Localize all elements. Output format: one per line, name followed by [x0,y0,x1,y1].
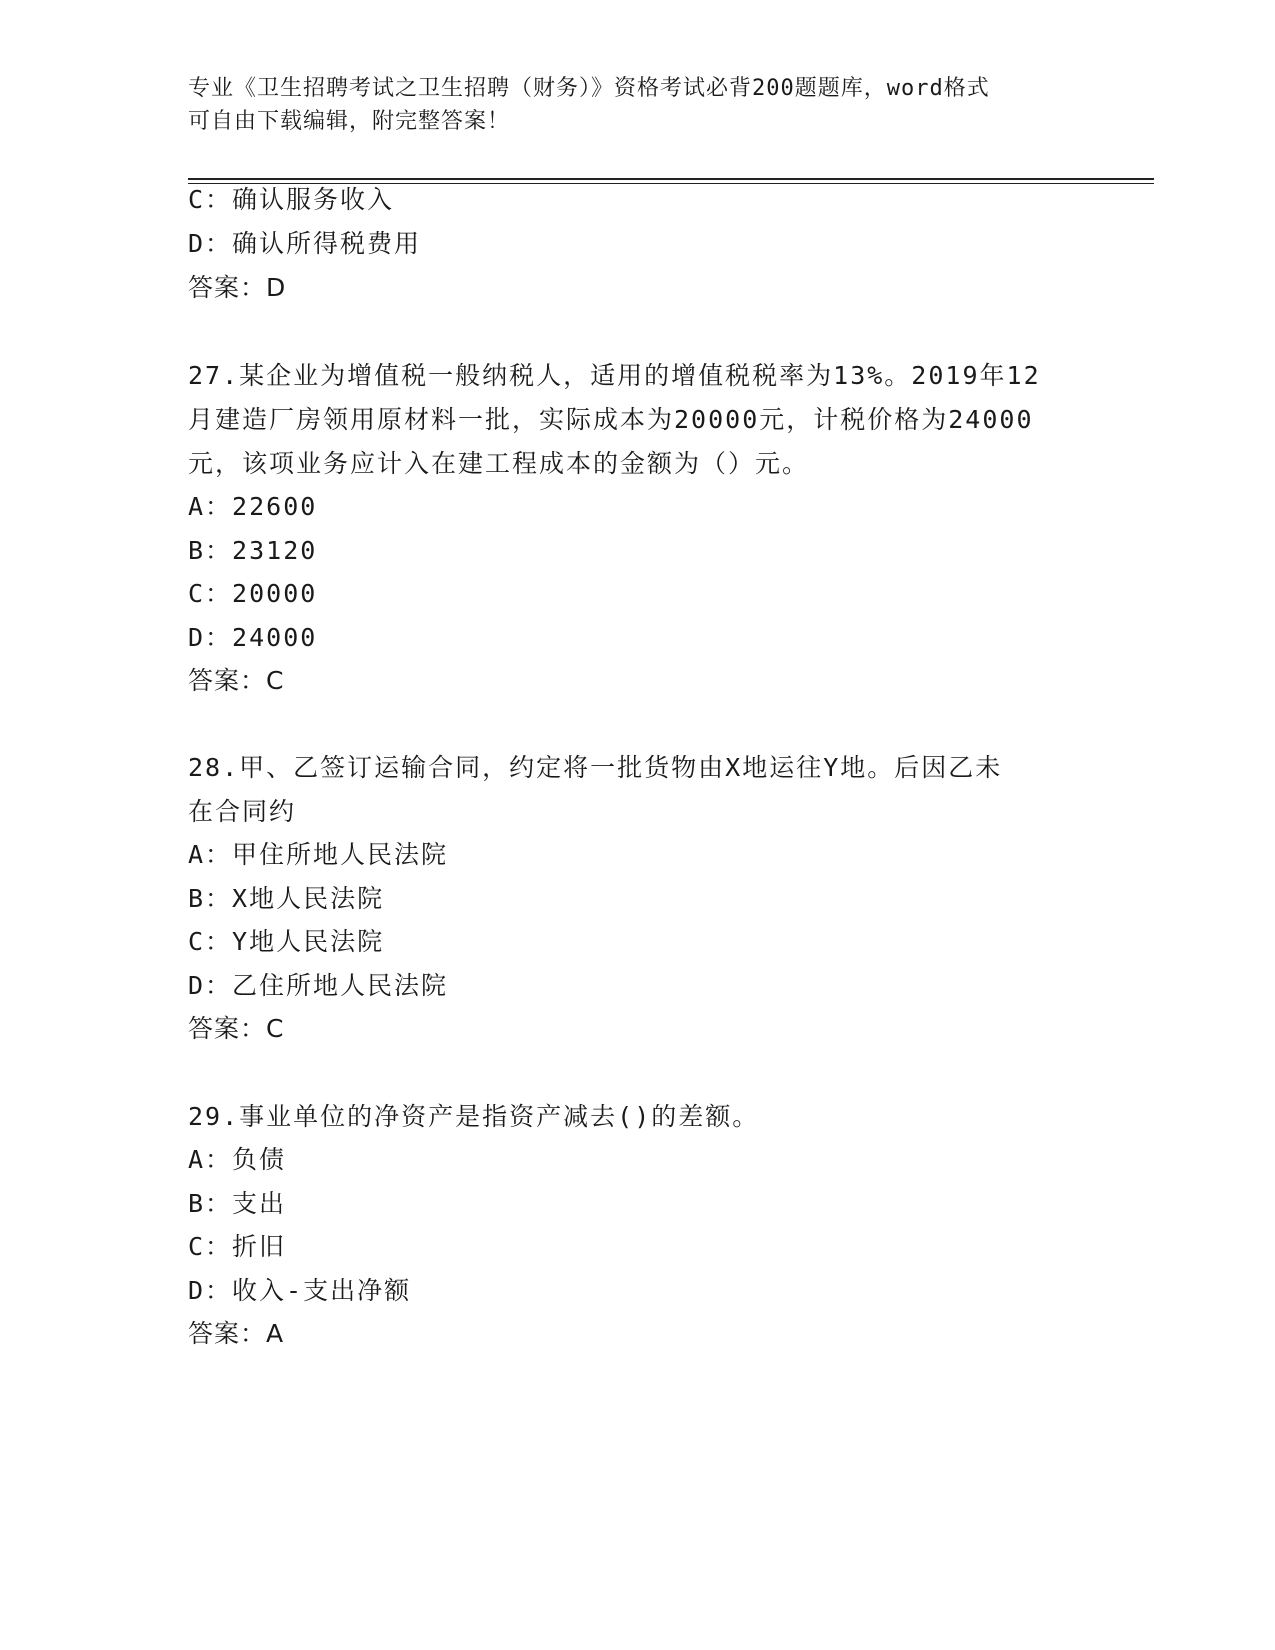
q29-option-a: A：负债 [188,1145,287,1174]
header-title-line-1: 专业《卫生招聘考试之卫生招聘（财务）》资格考试必背200题题库，word格式 [188,76,990,101]
q29-option-d: D：收入-支出净额 [188,1276,412,1305]
q26-answer: 答案：D [188,273,287,302]
q28-stem-line-1: 28.甲、乙签订运输合同，约定将一批货物由X地运往Y地。后因乙未 [188,753,1003,782]
q28-stem-line-2: 在合同约 [188,797,297,826]
q29-stem-line-1: 29.事业单位的净资产是指资产减去()的差额。 [188,1102,760,1131]
q27-option-b: B：23120 [188,536,318,565]
header-divider-thick [188,178,1154,180]
document-header [188,72,1088,138]
header-title-line-2: 可自由下载编辑，附完整答案！ [188,109,511,134]
q28-option-d: D：乙住所地人民法院 [188,971,449,1000]
q27-answer: 答案：C [188,666,285,695]
q26-option-c: C：确认服务收入 [188,185,395,214]
q27-stem-line-1: 27.某企业为增值税一般纳税人，适用的增值税税率为13%。2019年12 [188,361,1041,390]
q26-option-d: D：确认所得税费用 [188,229,422,258]
q29-option-c: C：折旧 [188,1232,287,1261]
q27-option-c: C：20000 [188,579,318,608]
q28-option-a: A：甲住所地人民法院 [188,840,449,869]
q29-option-b: B：支出 [188,1189,287,1218]
q28-answer: 答案：C [188,1014,285,1043]
q29-answer: 答案：A [188,1319,285,1348]
q27-option-d: D：24000 [188,623,318,652]
q28-option-b: B：X地人民法院 [188,884,385,913]
q27-option-a: A：22600 [188,492,318,521]
q28-option-c: C：Y地人民法院 [188,927,385,956]
q27-stem-line-3: 元，该项业务应计入在建工程成本的金额为（）元。 [188,449,810,478]
q27-stem-line-2: 月建造厂房领用原材料一批，实际成本为20000元，计税价格为24000 [188,405,1034,434]
